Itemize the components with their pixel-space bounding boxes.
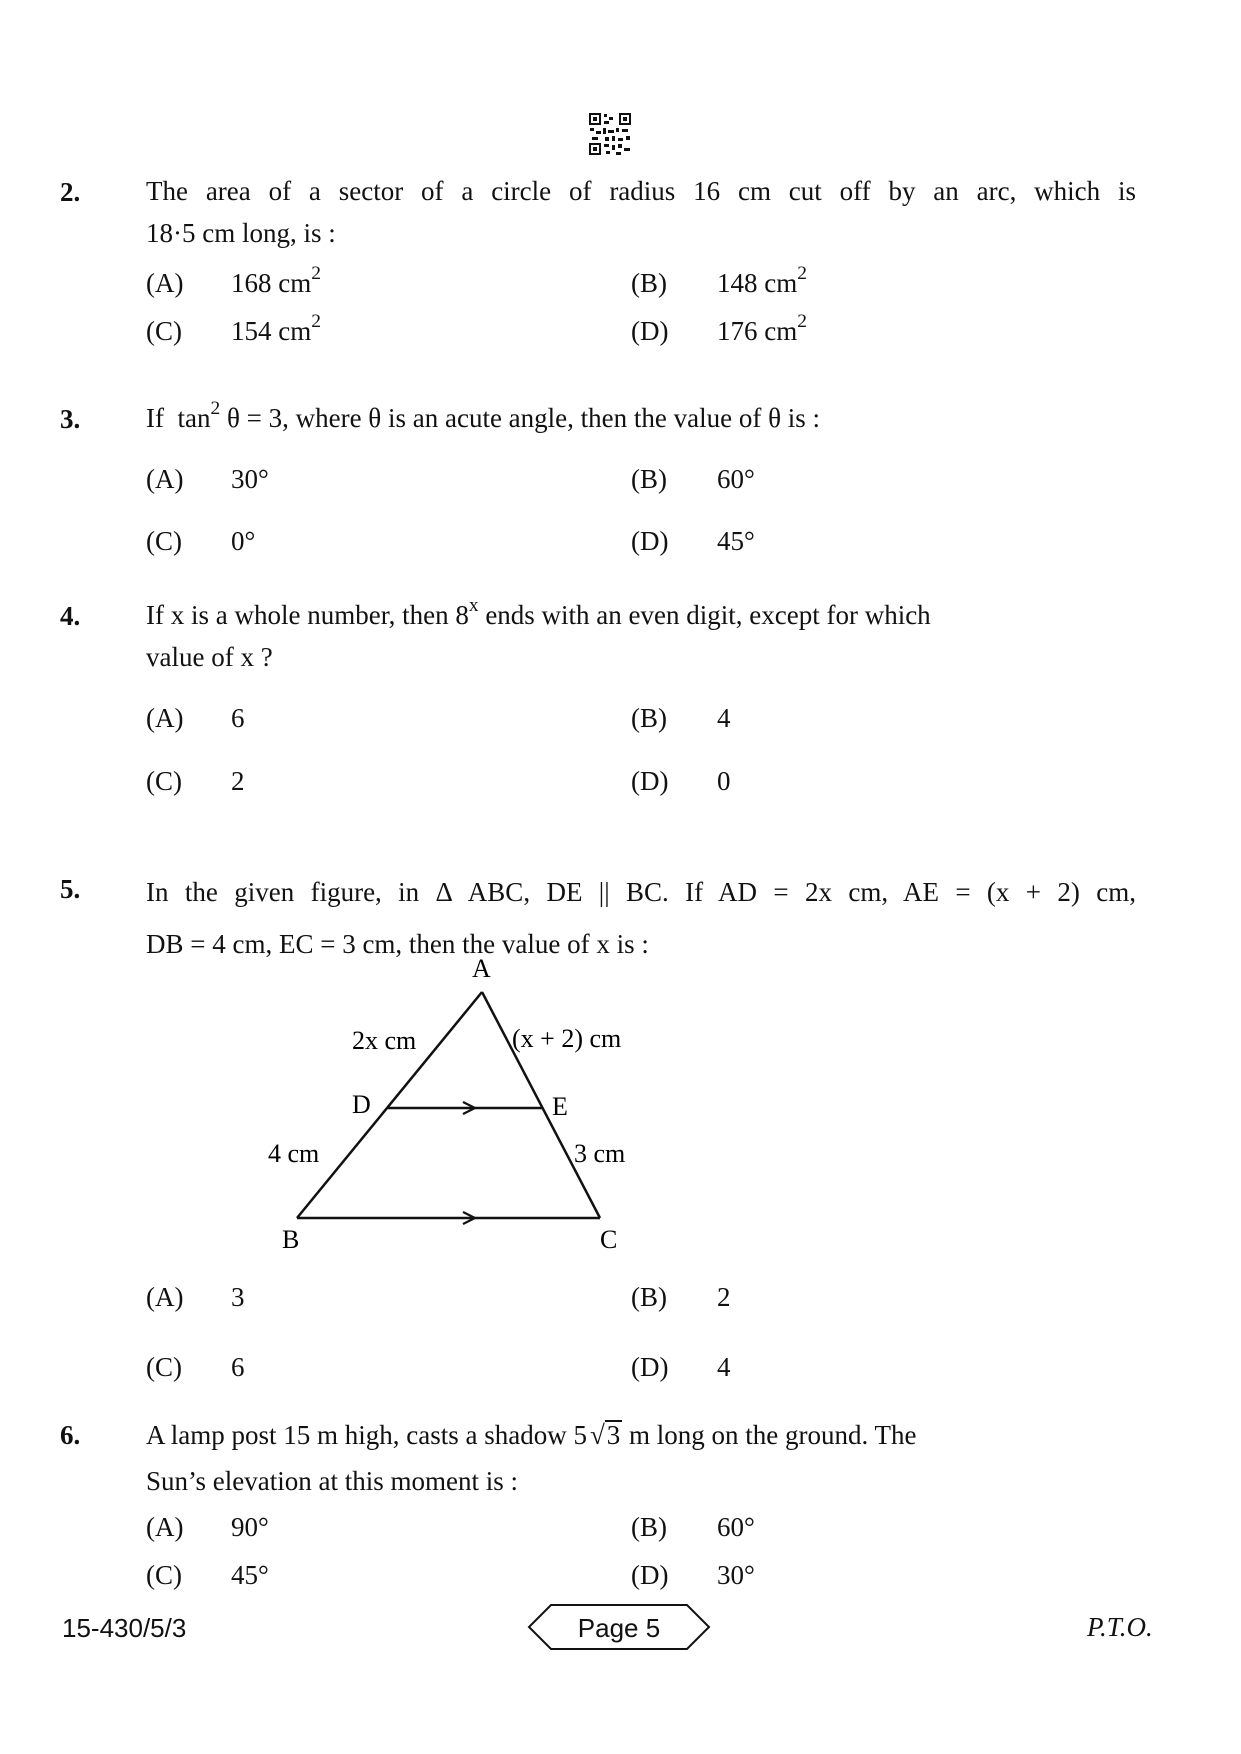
page-number: Page 5 [577,1613,661,1643]
vertex-label-b: B [282,1225,300,1254]
vertex-label-c: C [600,1225,618,1254]
option-label: (C) [146,1560,182,1590]
question-text-line: The area of a sector of a circle of radius 16 cm cut off by an arc, which is [146,176,1136,206]
option-superscript: 2 [311,311,321,333]
option-value: 2 [231,766,245,796]
option-value: 45° [717,526,755,556]
option-label: (B) [631,464,667,494]
side-label-ad: 2x cm [352,1026,417,1055]
option-value [231,311,321,347]
option-value: 0 [717,766,731,796]
question-text [146,594,1136,678]
option-value-text: 168 cm [231,268,312,298]
option-value: 2 [717,1282,731,1312]
option-value: 4 [717,1352,731,1382]
option-label: (C) [146,316,182,346]
question-superscript: x [468,595,479,617]
question-text-part: ends with an even digit, except for which [478,600,931,630]
side-label-ec: 3 cm [574,1139,626,1168]
question-number: 3. [60,404,81,434]
question-text [146,170,1136,254]
option-label: (D) [631,1352,669,1382]
option-value: 6 [231,703,245,733]
question-text-part: If x is a whole number, then 8 [146,600,469,630]
option-value: 30° [717,1560,755,1590]
option-superscript: 2 [311,263,321,285]
question-number: 2. [60,177,81,207]
option-value: 60° [717,464,755,494]
question-superscript: 2 [210,398,221,420]
side-label-db: 4 cm [268,1139,320,1168]
option-label: (B) [631,268,667,298]
option-value: 60° [717,1512,755,1542]
option-label: (B) [631,1282,667,1312]
vertex-label-d: D [352,1090,371,1119]
option-value: 0° [231,526,256,556]
option-value: 30° [231,464,269,494]
question-text-part [146,1412,917,1458]
option-label: (D) [631,766,669,796]
option-value: 4 [717,703,731,733]
question-text-line: Sun’s elevation at this moment is : [146,1466,518,1496]
question-text-line [146,594,1136,636]
question-text-part: If tan [146,403,211,433]
option-value [717,263,807,299]
option-value: 45° [231,1560,269,1590]
option-label: (C) [146,526,182,556]
option-value: 6 [231,1352,245,1382]
option-label: (C) [146,1352,182,1382]
side-label-ae: (x + 2) cm [512,1024,622,1053]
question-text-part: θ = 3, where θ is an acute angle, then the value of θ is : [220,403,821,433]
question-text [146,1412,1136,1504]
option-label: (A) [146,464,184,494]
question-number: 6. [60,1420,81,1450]
option-value-text: 176 cm [717,316,798,346]
option-value: 90° [231,1512,269,1542]
option-label: (D) [631,1560,669,1590]
triangle-figure [250,955,670,1255]
question-text-line: value of x ? [146,642,273,672]
question-text-part: A lamp post 15 m high, casts a shadow 5 [146,1420,587,1450]
question-number: 4. [60,601,81,631]
option-value-text: 154 cm [231,316,312,346]
pto-label: P.T.O. [1087,1612,1153,1642]
question-text-line: 18·5 cm long, is : [146,218,336,248]
option-label: (B) [631,1512,667,1542]
vertex-label-a: A [472,955,491,983]
sqrt-radicand: 3 [606,1420,621,1450]
option-label: (B) [631,703,667,733]
option-label: (A) [146,703,184,733]
option-value [231,263,321,299]
qr-code-icon [588,112,632,156]
question-text-part: m long on the ground. The [622,1420,917,1450]
paper-code: 15-430/5/3 [62,1613,187,1643]
option-label: (D) [631,316,669,346]
question-text-line: In the given figure, in Δ ABC, DE || BC. If AD = 2x cm, AE = (x + 2) cm, [146,877,1136,907]
vertex-label-e: E [552,1092,568,1121]
option-label: (D) [631,526,669,556]
option-superscript: 2 [797,263,807,285]
question-text-line: DB = 4 cm, EC = 3 cm, then the value of x is : [146,929,649,959]
option-value: 3 [231,1282,245,1312]
option-label: (A) [146,1282,184,1312]
sqrt-icon: √ [589,1420,605,1450]
option-label: (A) [146,1512,184,1542]
option-value [717,311,807,347]
option-label: (A) [146,268,184,298]
option-label: (C) [146,766,182,796]
option-value-text: 148 cm [717,268,798,298]
question-number: 5. [60,874,81,904]
question-text [146,397,1136,439]
option-superscript: 2 [797,311,807,333]
question-text-line [146,1412,1136,1458]
